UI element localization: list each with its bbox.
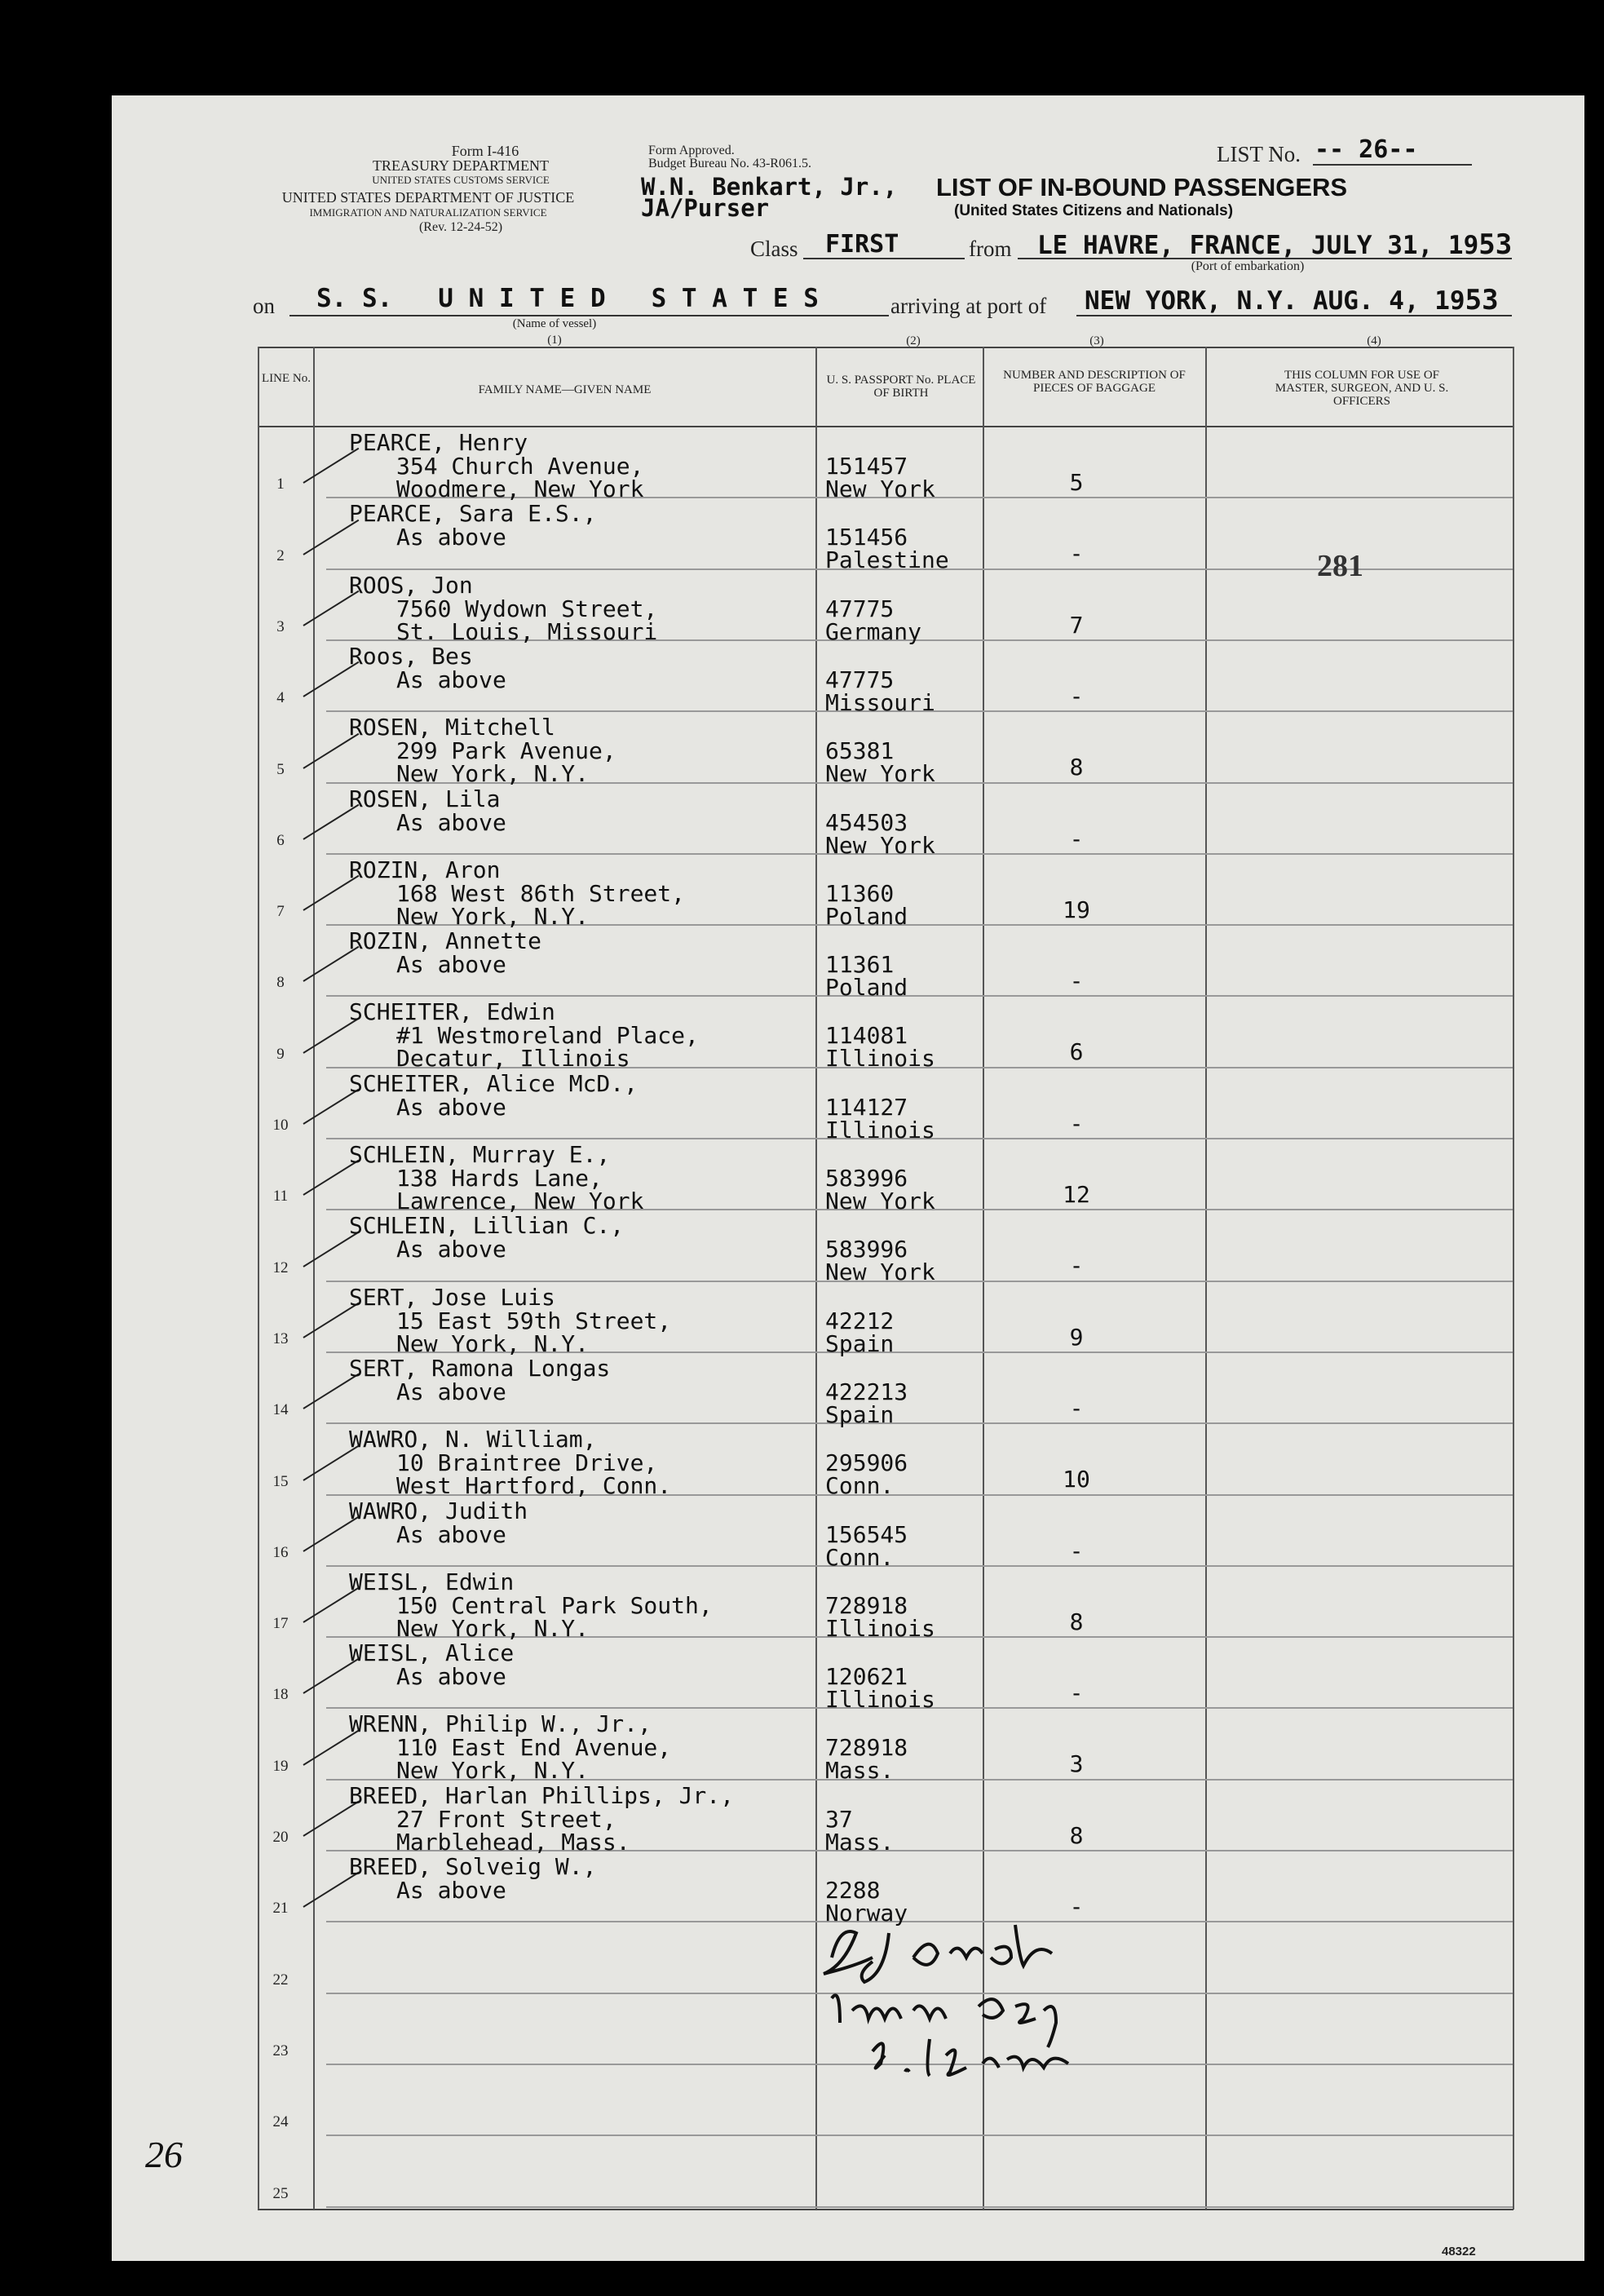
passport-number: 11361	[825, 951, 895, 979]
family-name: ROZIN, Aron	[349, 856, 501, 883]
col-line-divider	[313, 347, 315, 2210]
address-line-2: Decatur, Illinois	[396, 1045, 630, 1073]
place-of-birth: Spain	[825, 1400, 895, 1428]
baggage-count: 12	[1063, 1181, 1090, 1208]
line-number: 4	[276, 689, 285, 707]
line-number: 7	[276, 903, 285, 921]
line-number: 21	[272, 1900, 289, 1918]
place-of-birth: Illinois	[825, 1614, 935, 1642]
family-name: WAWRO, Judith	[349, 1497, 528, 1524]
place-of-birth: Conn.	[825, 1543, 895, 1571]
address-line-1: 168 West 86th Street,	[396, 879, 686, 907]
family-name: WEISL, Alice	[349, 1639, 515, 1667]
family-name: WRENN, Philip W., Jr.,	[349, 1710, 652, 1738]
address-line-1: As above	[396, 1663, 506, 1691]
baggage-count: 10	[1063, 1466, 1090, 1493]
address-line-2: New York, N.Y.	[396, 1329, 590, 1357]
address-line-2: New York, N.Y.	[396, 1614, 590, 1642]
address-line-1: 138 Hards Lane,	[396, 1165, 603, 1192]
header-family-name: FAMILY NAME—GIVEN NAME	[478, 383, 652, 396]
place-of-birth: Conn.	[825, 1472, 895, 1500]
address-line-1: As above	[396, 808, 506, 836]
form-number: Form I-416	[451, 143, 519, 159]
budget-bureau: Budget Bureau No. 43-R061.5.	[648, 157, 811, 170]
purser-name: W.N. Benkart, Jr.,	[641, 173, 898, 201]
on-label: on	[253, 294, 275, 318]
place-of-birth: Illinois	[825, 1045, 935, 1073]
address-line-1: As above	[396, 1877, 506, 1904]
address-line-1: As above	[396, 524, 506, 551]
row-divider	[326, 2206, 1513, 2208]
line-number: 5	[276, 760, 285, 778]
margin-page-number: 26	[145, 2134, 183, 2175]
table-bottom-border	[258, 2209, 1513, 2210]
from-year: 53	[1478, 228, 1513, 261]
family-name: ROSEN, Mitchell	[349, 714, 555, 741]
officer-stamp-number: 281	[1317, 549, 1363, 583]
rev-date: (Rev. 12-24-52)	[418, 220, 503, 234]
place-of-birth: New York	[825, 1259, 935, 1286]
line-number: 20	[272, 1829, 289, 1846]
form-approved: Form Approved.	[648, 144, 735, 157]
address-line-1: 10 Braintree Drive,	[396, 1449, 658, 1477]
address-line-1: 110 East End Avenue,	[396, 1734, 672, 1762]
line-number: 22	[272, 1971, 289, 1989]
line-number: 19	[272, 1757, 289, 1775]
baggage-count: -	[1069, 1537, 1084, 1564]
arriving-label: arriving at port of	[890, 294, 1047, 318]
family-name: SCHEITER, Edwin	[349, 998, 555, 1026]
baggage-count: 8	[1069, 1821, 1084, 1849]
passport-number: 47775	[825, 666, 895, 693]
place-of-birth: New York	[825, 476, 935, 502]
place-of-birth: Illinois	[825, 1686, 935, 1714]
passport-number: 42212	[825, 1307, 895, 1334]
address-line-2: New York, N.Y.	[396, 1757, 590, 1785]
address-line-1: As above	[396, 951, 506, 979]
passport-number: 47775	[825, 595, 895, 622]
passport-number: 120621	[825, 1663, 908, 1691]
passport-number: 156545	[825, 1520, 908, 1548]
baggage-count: 19	[1063, 896, 1090, 923]
list-number: -- 26--	[1315, 135, 1418, 164]
place-of-birth: New York	[825, 831, 935, 859]
passport-number: 454503	[825, 808, 908, 836]
header-passport: U. S. PASSPORT No. PLACE OF BIRTH	[826, 374, 976, 400]
line-number: 8	[276, 974, 285, 992]
row-divider	[326, 995, 1513, 997]
family-name: Roos, Bes	[349, 642, 473, 670]
line-number: 2	[276, 546, 285, 564]
line-number: 17	[272, 1615, 289, 1633]
baggage-count: 8	[1069, 754, 1084, 781]
port-year: 53	[1465, 284, 1499, 316]
vessel-name: S. S. U N I T E D S T A T E S	[316, 284, 819, 313]
address-line-2: New York, N.Y.	[396, 760, 590, 788]
family-name: SERT, Jose Luis	[349, 1283, 555, 1311]
header-baggage: NUMBER AND DESCRIPTION OF PIECES OF BAGGAGE	[1003, 369, 1186, 395]
line-number: 1	[276, 476, 285, 493]
place-of-birth: Poland	[825, 974, 908, 1002]
line-number: 12	[272, 1259, 289, 1276]
header-col-3: (3)	[1089, 334, 1104, 347]
header-officers: THIS COLUMN FOR USE OF MASTER, SURGEON, AND U. S. OFFICERS	[1275, 369, 1449, 408]
line-number: 23	[272, 2042, 289, 2059]
line-number: 14	[272, 1401, 289, 1419]
class-value: FIRST	[825, 230, 899, 259]
address-line-1: 299 Park Avenue,	[396, 737, 616, 765]
passport-number: 295906	[825, 1449, 908, 1477]
baggage-count: 6	[1069, 1038, 1084, 1066]
row-divider	[326, 1565, 1513, 1567]
line-number: 16	[272, 1543, 289, 1561]
place-of-birth: Norway	[825, 1900, 908, 1927]
place-of-birth: Germany	[825, 617, 922, 645]
place-of-birth: Mass.	[825, 1757, 895, 1785]
footer-code: 48322	[1442, 2245, 1476, 2258]
passport-number: 422213	[825, 1378, 908, 1405]
address-line-2: New York, N.Y.	[396, 902, 590, 930]
passport-number: 728918	[825, 1591, 908, 1619]
baggage-count: 3	[1069, 1750, 1084, 1778]
baggage-count: -	[1069, 967, 1084, 995]
passport-number: 65381	[825, 737, 895, 765]
passport-number: 114127	[825, 1093, 908, 1121]
passport-number: 151457	[825, 453, 908, 480]
from-value-text: LE HAVRE, FRANCE, JULY 31, 19	[1037, 231, 1479, 260]
baggage-count: 8	[1069, 1608, 1084, 1635]
baggage-count: -	[1069, 1252, 1084, 1280]
passport-number: 583996	[825, 1236, 908, 1263]
baggage-count: -	[1069, 1394, 1084, 1422]
list-subtitle: (United States Citizens and Nationals)	[954, 202, 1234, 219]
line-number: 10	[272, 1117, 289, 1134]
baggage-count: 9	[1069, 1323, 1084, 1351]
line-number: 6	[276, 831, 285, 849]
inspector-signature	[807, 1909, 1150, 2088]
list-title: LIST OF IN-BOUND PASSENGERS	[936, 173, 1348, 201]
address-line-2: West Hartford, Conn.	[396, 1472, 672, 1500]
family-name: SCHLEIN, Lillian C.,	[349, 1212, 625, 1240]
row-divider	[326, 1422, 1513, 1424]
family-name: SERT, Ramona Longas	[349, 1354, 611, 1382]
address-line-1: 27 Front Street,	[396, 1805, 616, 1833]
passport-number: 151456	[825, 524, 908, 551]
class-label: Class	[750, 237, 798, 261]
address-line-1: As above	[396, 1378, 506, 1405]
customs-service: UNITED STATES CUSTOMS SERVICE	[372, 174, 550, 186]
family-name: PEARCE, Sara E.S.,	[349, 500, 597, 528]
baggage-count: -	[1069, 1109, 1084, 1137]
baggage-count: -	[1069, 1893, 1084, 1920]
family-name: SCHEITER, Alice McD.,	[349, 1069, 639, 1097]
address-line-1: 354 Church Avenue,	[396, 453, 644, 480]
list-no-label: LIST No.	[1217, 142, 1301, 166]
family-name: WEISL, Edwin	[349, 1568, 515, 1595]
ins-service: IMMIGRATION AND NATURALIZATION SERVICE	[309, 206, 547, 219]
baggage-count: -	[1069, 682, 1084, 710]
family-name: SCHLEIN, Murray E.,	[349, 1141, 611, 1168]
place-of-birth: Illinois	[825, 1116, 935, 1144]
passport-number: 583996	[825, 1165, 908, 1192]
header-col-2: (2)	[906, 334, 921, 347]
place-of-birth: Poland	[825, 902, 908, 930]
row-divider	[326, 2135, 1513, 2136]
port-value-text: NEW YORK, N.Y. AUG. 4, 19	[1085, 286, 1465, 316]
header-col-4: (4)	[1367, 334, 1381, 347]
baggage-count: -	[1069, 1679, 1084, 1707]
treasury-dept: TREASURY DEPARTMENT	[372, 157, 550, 174]
address-line-1: As above	[396, 1093, 506, 1121]
address-line-2: Lawrence, New York	[396, 1188, 644, 1214]
place-of-birth: Missouri	[825, 688, 935, 716]
dept-justice: UNITED STATES DEPARTMENT OF JUSTICE	[281, 189, 575, 206]
line-number: 24	[272, 2113, 289, 2131]
baggage-count: 7	[1069, 611, 1084, 639]
place-of-birth: Palestine	[825, 546, 949, 574]
address-line-1: #1 Westmoreland Place,	[396, 1022, 699, 1050]
col-1-number: (1)	[547, 334, 562, 347]
address-line-2: St. Louis, Missouri	[396, 617, 658, 645]
passport-number: 728918	[825, 1734, 908, 1762]
family-name: BREED, Harlan Phillips, Jr.,	[349, 1781, 735, 1809]
family-name: BREED, Solveig W.,	[349, 1853, 597, 1880]
embarkation-note: (Port of embarkation)	[1191, 259, 1305, 273]
family-name: ROOS, Jon	[349, 571, 473, 599]
place-of-birth: Spain	[825, 1329, 895, 1357]
place-of-birth: New York	[825, 1188, 935, 1214]
address-line-1: 7560 Wydown Street,	[396, 595, 658, 622]
family-name: ROSEN, Lila	[349, 785, 501, 812]
address-line-1: As above	[396, 1520, 506, 1548]
family-name: PEARCE, Henry	[349, 429, 528, 456]
line-number: 15	[272, 1472, 289, 1490]
table-top-border	[258, 347, 1513, 348]
purser-title: JA/Purser	[641, 194, 770, 222]
passport-number: 114081	[825, 1022, 908, 1050]
family-name: ROZIN, Annette	[349, 927, 542, 955]
line-number: 25	[272, 2184, 289, 2202]
list-no-underline	[1313, 164, 1472, 166]
address-line-1: 150 Central Park South,	[396, 1591, 713, 1619]
from-value	[1037, 228, 1512, 261]
baggage-count: 5	[1069, 469, 1084, 496]
header-line-no: LINE No.	[262, 372, 311, 385]
address-line-2: Woodmere, New York	[396, 476, 644, 502]
address-line-1: As above	[396, 1236, 506, 1263]
line-number: 11	[272, 1188, 289, 1206]
table-right-border	[1513, 347, 1514, 2210]
port-value	[1085, 284, 1499, 316]
from-label: from	[969, 237, 1012, 261]
line-number: 9	[276, 1045, 285, 1063]
line-number: 13	[272, 1329, 289, 1347]
passport-number: 37	[825, 1805, 853, 1833]
passport-number: 11360	[825, 879, 895, 907]
family-name: WAWRO, N. William,	[349, 1426, 597, 1453]
passport-number: 2288	[825, 1877, 881, 1904]
place-of-birth: Mass.	[825, 1828, 895, 1856]
place-of-birth: New York	[825, 760, 935, 788]
header-bottom-border	[258, 426, 1513, 427]
line-number: 18	[272, 1686, 289, 1704]
baggage-count: -	[1069, 825, 1084, 852]
address-line-1: 15 East 59th Street,	[396, 1307, 672, 1334]
address-line-2: Marblehead, Mass.	[396, 1828, 630, 1856]
baggage-count: -	[1069, 540, 1084, 568]
line-number: 3	[276, 617, 285, 635]
vessel-note: (Name of vessel)	[512, 317, 597, 330]
address-line-1: As above	[396, 666, 506, 693]
col-baggage-divider	[1205, 347, 1207, 2210]
